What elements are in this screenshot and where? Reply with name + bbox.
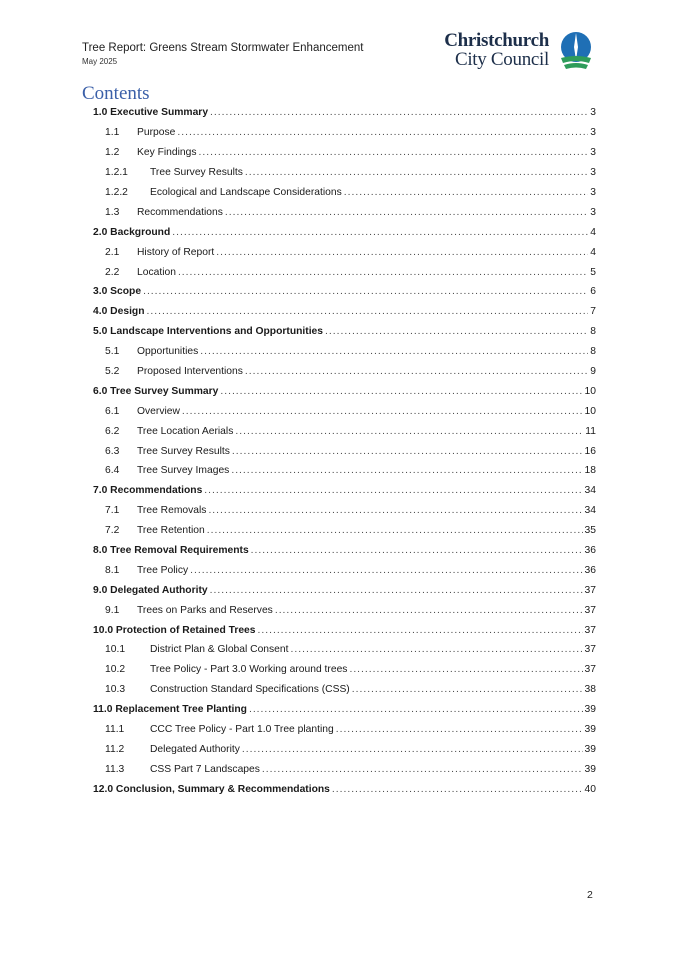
toc-dot-leader [178, 267, 588, 278]
toc-dot-leader [147, 306, 589, 317]
toc-entry-title: 9.0 Delegated Authority [93, 584, 208, 596]
toc-dot-leader [245, 366, 588, 377]
toc-dot-leader [352, 684, 583, 695]
toc-dot-leader [232, 446, 583, 457]
toc-dot-leader [200, 346, 588, 357]
toc-dot-leader [325, 326, 588, 337]
toc-dot-leader [207, 525, 583, 536]
toc-entry-title: Trees on Parks and Reserves [137, 604, 273, 616]
toc-entry-page: 3 [590, 187, 596, 198]
toc-entry[interactable] [93, 441, 596, 461]
page-number: 2 [587, 889, 593, 901]
toc-entry-page: 11 [585, 425, 596, 437]
toc-entry-number: 6.2 [105, 425, 120, 437]
toc-entry-number: 6.1 [105, 405, 120, 417]
toc-entry-title: Key Findings [137, 147, 197, 159]
toc-entry[interactable] [93, 740, 596, 760]
toc-entry-title: 8.0 Tree Removal Requirements [93, 545, 249, 557]
toc-entry-number: 1.2.2 [105, 187, 128, 198]
toc-entry-page: 6 [590, 286, 596, 298]
toc-entry-page: 34 [584, 505, 596, 517]
toc-entry-number: 1.2.1 [105, 167, 128, 179]
toc-dot-leader [344, 187, 589, 198]
toc-entry-number: 11.2 [105, 743, 125, 755]
toc-entry-title: Tree Policy - Part 3.0 Working around trees [150, 664, 348, 676]
logo-text-line2: City Council [454, 49, 549, 70]
toc-dot-leader [210, 585, 583, 596]
toc-entry-page: 38 [584, 684, 596, 696]
toc-entry-title: 1.0 Executive Summary [93, 107, 209, 119]
toc-entry-page: 16 [584, 445, 596, 457]
toc-entry-page: 3 [590, 107, 596, 119]
toc-entry-title: CCC Tree Policy - Part 1.0 Tree planting [150, 724, 334, 736]
toc-entry[interactable] [93, 163, 596, 183]
toc-entry-number: 11.3 [105, 763, 125, 775]
toc-entry-page: 3 [590, 147, 596, 159]
toc-dot-leader [208, 505, 582, 516]
toc-entry[interactable] [93, 322, 596, 342]
toc-entry-page: 4 [590, 226, 596, 238]
toc-dot-leader [275, 605, 583, 616]
toc-entry-number: 10.3 [105, 684, 126, 696]
toc-entry-number: 2.2 [105, 266, 120, 278]
toc-entry-number: 7.2 [105, 525, 120, 537]
toc-entry-page: 40 [584, 783, 596, 795]
toc-entry-page: 10 [584, 405, 596, 417]
toc-entry-page: 8 [590, 346, 596, 358]
toc-entry-number: 10.2 [105, 664, 126, 676]
toc-entry-title: CSS Part 7 Landscapes [150, 763, 260, 775]
toc-entry-page: 37 [584, 624, 596, 636]
contents-heading: Contents [82, 83, 150, 104]
toc-dot-leader [242, 744, 583, 755]
toc-dot-leader [349, 664, 582, 675]
toc-dot-leader [182, 406, 583, 417]
toc-entry[interactable] [93, 183, 596, 203]
toc-entry-title: Proposed Interventions [137, 366, 243, 378]
council-logo [425, 30, 597, 72]
toc-dot-leader [249, 704, 583, 715]
toc-entry[interactable] [93, 381, 596, 401]
toc-entry-title: Tree Survey Images [137, 465, 230, 477]
toc-entry-title: 4.0 Design [93, 306, 145, 318]
toc-dot-leader [204, 485, 582, 496]
toc-entry-number: 1.2 [105, 147, 120, 159]
toc-entry-title: District Plan & Global Consent [150, 644, 289, 656]
toc-dot-leader [332, 784, 583, 795]
toc-entry-title: 5.0 Landscape Interventions and Opportunities [93, 326, 324, 338]
toc-dot-leader [251, 545, 583, 556]
toc-entry-page: 3 [590, 206, 596, 218]
report-header-title: Tree Report: Greens Stream Stormwater Enhancement [82, 42, 364, 54]
toc-dot-leader [231, 465, 582, 476]
toc-entry-title: 10.0 Protection of Retained Trees [93, 624, 256, 636]
toc-entry[interactable] [93, 302, 596, 322]
toc-entry-number: 7.1 [105, 505, 120, 517]
toc-entry-number: 9.1 [105, 604, 120, 616]
toc-entry-number: 5.2 [105, 366, 120, 378]
toc-dot-leader [262, 764, 583, 775]
toc-entry[interactable] [93, 521, 596, 541]
toc-entry-title: History of Report [137, 246, 215, 258]
toc-entry[interactable] [93, 143, 596, 163]
report-header-date: May 2025 [82, 57, 118, 66]
toc-entry[interactable] [93, 640, 596, 660]
toc-entry[interactable] [93, 123, 596, 143]
toc-entry[interactable] [93, 401, 596, 421]
toc-entry-title: Tree Retention [137, 525, 205, 537]
toc-dot-leader [220, 386, 582, 397]
toc-entry[interactable] [93, 541, 596, 561]
toc-dot-leader [190, 565, 582, 576]
toc-entry[interactable] [93, 202, 596, 222]
toc-entry-number: 2.1 [105, 246, 120, 258]
toc-entry-page: 3 [590, 167, 596, 179]
toc-entry-title: Construction Standard Specifications (CSS) [150, 684, 350, 696]
toc-entry-page: 7 [590, 306, 596, 318]
toc-entry-title: Recommendations [137, 206, 223, 218]
toc-entry-title: Overview [137, 405, 180, 417]
toc-entry-page: 10 [584, 385, 596, 397]
toc-dot-leader [143, 286, 588, 297]
toc-entry-title: Delegated Authority [150, 743, 240, 755]
toc-entry[interactable] [93, 342, 596, 362]
toc-entry-page: 36 [584, 545, 596, 557]
toc-entry-page: 39 [584, 763, 596, 775]
toc-entry-number: 11.1 [105, 724, 125, 736]
toc-entry-page: 5 [590, 266, 596, 278]
toc-entry[interactable] [93, 759, 596, 779]
toc-entry-title: Tree Survey Results [150, 167, 243, 179]
toc-entry-title: 12.0 Conclusion, Summary & Recommendations [93, 783, 330, 795]
toc-dot-leader [291, 644, 583, 655]
ccc-logo-icon [555, 30, 597, 72]
toc-dot-leader [177, 127, 588, 138]
toc-entry-page: 37 [584, 584, 596, 596]
toc-entry[interactable] [93, 481, 596, 501]
toc-entry-page: 34 [584, 485, 596, 497]
toc-dot-leader [336, 724, 583, 735]
toc-entry-title: 11.0 Replacement Tree Planting [93, 704, 247, 716]
toc-entry[interactable] [93, 421, 596, 441]
toc-entry-page: 3 [590, 127, 596, 139]
toc-dot-leader [199, 147, 589, 158]
toc-entry-page: 36 [584, 564, 596, 576]
toc-entry-title: Tree Survey Results [137, 445, 230, 457]
toc-entry-number: 1.3 [105, 206, 120, 218]
toc-entry[interactable] [93, 700, 596, 720]
toc-entry-title: Tree Location Aerials [137, 425, 234, 437]
toc-entry[interactable] [93, 720, 596, 740]
toc-dot-leader [216, 247, 588, 258]
toc-entry-page: 37 [584, 664, 596, 676]
toc-entry-page: 37 [584, 644, 596, 656]
toc-entry-number: 8.1 [105, 564, 120, 576]
toc-entry[interactable] [93, 222, 596, 242]
toc-entry-title: Opportunities [137, 346, 199, 358]
toc-entry-title: Purpose [137, 127, 176, 139]
toc-entry[interactable] [93, 560, 596, 580]
toc-dot-leader [235, 426, 583, 437]
toc-entry-title: 6.0 Tree Survey Summary [93, 385, 219, 397]
toc-entry-title: Location [137, 266, 176, 278]
toc-entry-title: 2.0 Background [93, 226, 171, 238]
toc-entry[interactable] [93, 680, 596, 700]
toc-entry[interactable] [93, 103, 596, 123]
toc-dot-leader [225, 207, 588, 218]
toc-entry-title: 7.0 Recommendations [93, 485, 203, 497]
toc-entry-page: 18 [584, 465, 596, 477]
toc-entry[interactable] [93, 779, 596, 799]
toc-entry-page: 39 [584, 724, 596, 736]
toc-entry[interactable] [93, 362, 596, 382]
toc-entry[interactable] [93, 600, 596, 620]
toc-entry-page: 37 [584, 604, 596, 616]
toc-entry[interactable] [93, 620, 596, 640]
toc-entry-page: 8 [590, 326, 596, 338]
toc-entry-page: 39 [584, 743, 596, 755]
toc-entry[interactable] [93, 461, 596, 481]
toc-entry[interactable] [93, 242, 596, 262]
toc-dot-leader [172, 227, 588, 238]
toc-entry-number: 6.4 [105, 465, 120, 477]
toc-entry-page: 39 [584, 704, 596, 716]
table-of-contents [93, 103, 596, 799]
toc-entry-title: Tree Policy [137, 564, 189, 576]
toc-entry-page: 4 [590, 246, 596, 258]
toc-entry[interactable] [93, 580, 596, 600]
toc-dot-leader [210, 107, 588, 118]
toc-entry[interactable] [93, 660, 596, 680]
toc-entry-page: 9 [590, 366, 596, 378]
toc-entry-number: 5.1 [105, 346, 120, 358]
toc-entry[interactable] [93, 282, 596, 302]
toc-entry-title: 3.0 Scope [93, 286, 142, 298]
toc-entry-page: 35 [584, 525, 596, 537]
toc-dot-leader [258, 625, 583, 636]
toc-dot-leader [245, 167, 588, 178]
toc-entry-number: 10.1 [105, 644, 126, 656]
toc-entry[interactable] [93, 501, 596, 521]
logo-text-line1: Christchurch [444, 30, 549, 51]
toc-entry-title: Tree Removals [137, 505, 207, 517]
toc-entry[interactable] [93, 262, 596, 282]
toc-entry-number: 6.3 [105, 445, 120, 457]
toc-entry-title: Ecological and Landscape Considerations [150, 187, 342, 198]
toc-entry-number: 1.1 [105, 127, 120, 139]
